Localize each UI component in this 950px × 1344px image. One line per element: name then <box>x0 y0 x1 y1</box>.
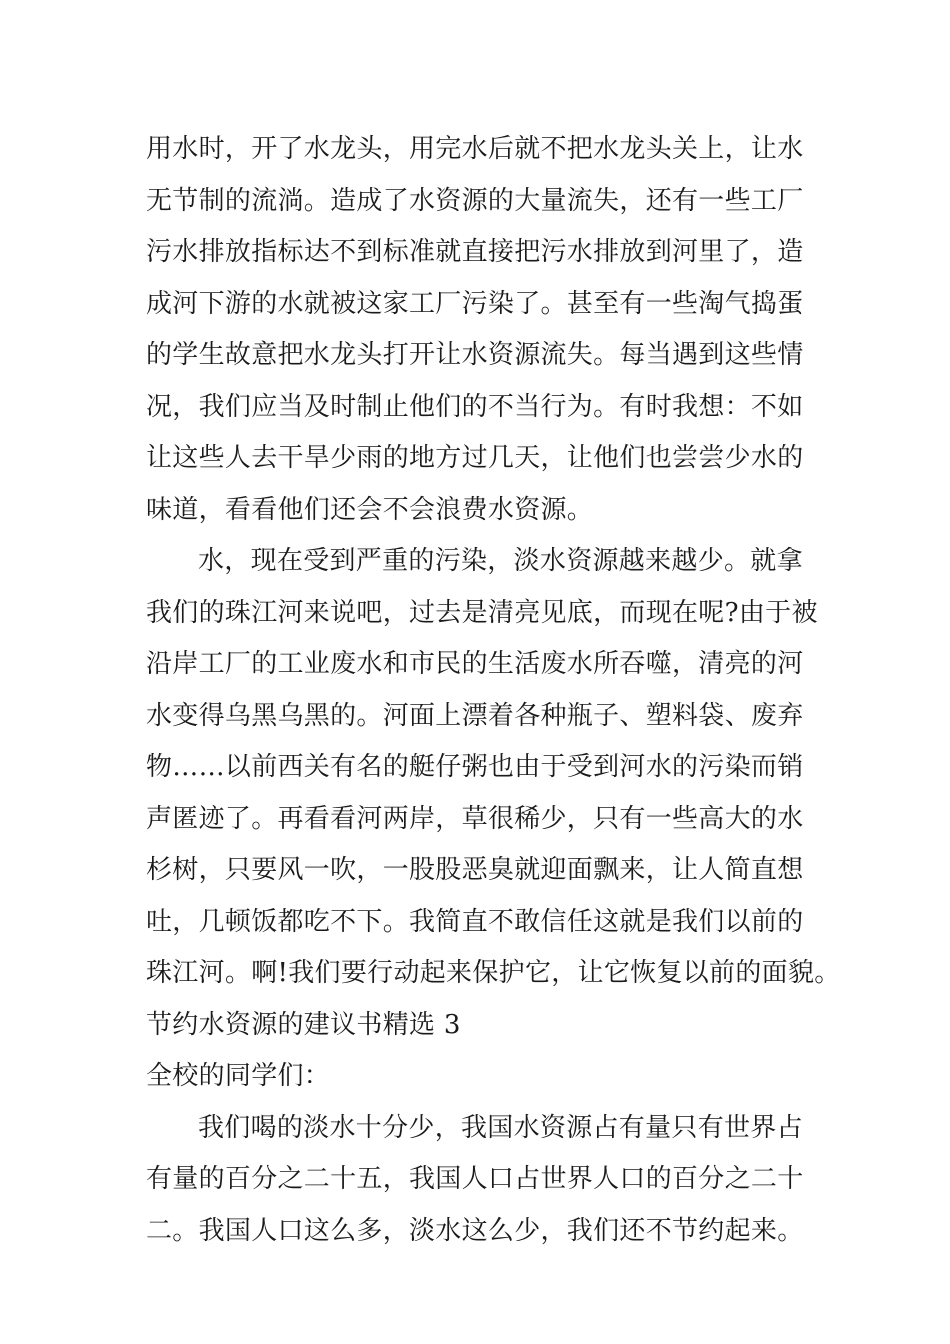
paragraph-river-pollution <box>146 536 841 1000</box>
section-title: 节约水资源的建议书精选 3 <box>146 1009 461 1040</box>
text-line: 况，我们应当及时制止他们的不当行为。有时我想：不如 <box>146 391 804 422</box>
text-line: 声匿迹了。再看看河两岸，草很稀少，只有一些高大的水 <box>146 803 804 834</box>
text-line: 我们喝的淡水十分少，我国水资源占有量只有世界占 <box>198 1112 803 1143</box>
text-line: 珠江河。啊!我们要行动起来保护它，让它恢复以前的面貌。 <box>146 958 841 988</box>
text-line: 用水时，开了水龙头，用完水后就不把水龙头关上，让水 <box>146 134 804 164</box>
text-line: 有量的百分之二十五，我国人口占世界人口的百分之二十 <box>146 1164 804 1194</box>
text-line: 物……以前西关有名的艇仔粥也由于受到河水的污染而销 <box>146 752 804 782</box>
text-line: 沿岸工厂的工业废水和市民的生活废水所吞噬，清亮的河 <box>146 649 804 679</box>
text-line: 污水排放指标达不到标准就直接把污水排放到河里了，造 <box>146 237 804 267</box>
text-line: 我们的珠江河来说吧，过去是清亮见底，而现在呢?由于被 <box>146 597 818 628</box>
text-line: 的学生故意把水龙头打开让水资源流失。每当遇到这些情 <box>146 340 804 370</box>
paragraph-continued <box>146 124 816 536</box>
text-line: 吐，几顿饭都吃不下。我简直不敢信任这就是我们以前的 <box>146 906 804 937</box>
salutation: 全校的同学们： <box>146 1061 331 1091</box>
text-line: 杉树，只要风一吹，一股股恶臭就迎面飘来，让人简直想 <box>146 855 804 885</box>
text-line: 无节制的流淌。造成了水资源的大量流失，还有一些工厂 <box>146 185 804 216</box>
text-line: 让这些人去干旱少雨的地方过几天，让他们也尝尝少水的 <box>146 443 804 473</box>
text-line: 水变得乌黑乌黑的。河面上漂着各种瓶子、塑料袋、废弃 <box>146 700 804 731</box>
paragraph-water-scarcity <box>146 1103 816 1258</box>
text-line: 味道，看看他们还会不会浪费水资源。 <box>146 494 594 525</box>
document-body <box>146 124 841 1257</box>
text-line: 成河下游的水就被这家工厂污染了。甚至有一些淘气捣蛋 <box>146 288 804 319</box>
text-line: 水，现在受到严重的污染，淡水资源越来越少。就拿 <box>198 546 803 576</box>
text-line: 二。我国人口这么多，淡水这么少，我们还不节约起来。 <box>146 1215 804 1246</box>
